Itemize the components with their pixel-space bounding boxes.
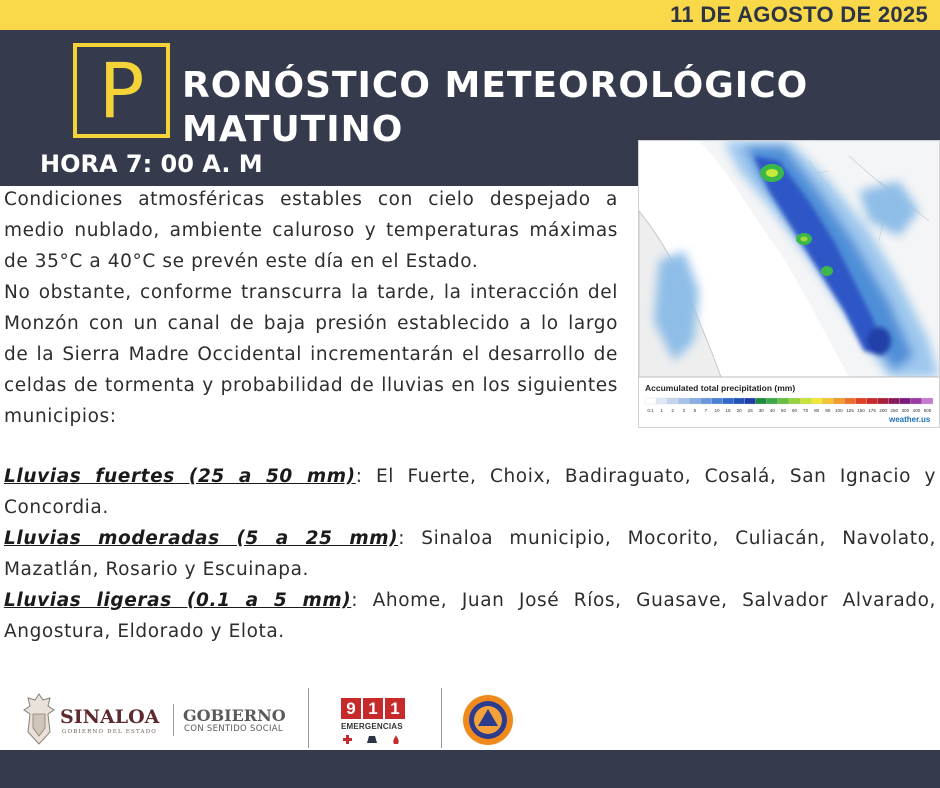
rain-moderate	[4, 523, 936, 585]
logo-divider	[308, 688, 309, 748]
rain-heavy	[4, 461, 936, 523]
sinaloa-logo-subtext: GOBIERNO DEL ESTADO	[62, 729, 158, 735]
title-initial: P	[98, 46, 145, 135]
sinaloa-logo-text: SINALOA	[60, 706, 160, 728]
scale-swatch	[789, 398, 800, 404]
map-legend-title: Accumulated total precipitation (mm)	[645, 383, 796, 393]
scale-label: 0.1	[647, 408, 654, 413]
scale-swatch	[767, 398, 778, 404]
scale-label: 100	[835, 408, 843, 413]
scale-label: 500	[923, 408, 932, 413]
rain-heavy-label: Lluvias fuertes (25 a 50 mm)	[4, 466, 356, 487]
scale-label: 60	[791, 408, 798, 413]
scale-swatch	[844, 398, 855, 404]
forecast-paragraph-1: Condiciones atmosféricas estables con cielo despejado a medio nublado, ambiente caluroso y temperaturas máximas de 35°C a 40°C se prevén este día en el Estado.	[4, 189, 618, 272]
logo-divider	[441, 688, 442, 748]
scale-swatch	[800, 398, 811, 404]
page-title	[182, 64, 808, 152]
date-bar	[0, 0, 940, 30]
scale-swatch	[711, 398, 722, 404]
title-line-1: RONÓSTICO METEOROLÓGICO	[182, 65, 809, 106]
emergency-911-logo	[341, 698, 405, 720]
scale-label: 90	[825, 408, 831, 413]
rain-moderate-municipalities: : Sinaloa municipio, Mocorito, Culiacán, Navolato, Mazatlán, Rosario y Escuinapa.	[4, 528, 936, 580]
forecast-body	[4, 184, 618, 432]
scale-swatch	[734, 398, 745, 404]
title-initial-box	[73, 43, 170, 138]
scale-swatch	[811, 398, 822, 404]
scale-label: 50	[780, 408, 787, 413]
scale-label: 20	[736, 408, 742, 413]
scale-swatch	[833, 398, 844, 404]
precipitation-map	[638, 140, 940, 428]
rain-moderate-label: Lluvias moderadas (5 a 25 mm)	[4, 528, 399, 549]
state-seal-icon	[22, 692, 56, 746]
scale-swatch	[756, 398, 767, 404]
footer-bar	[0, 750, 940, 788]
scale-label: 30	[758, 408, 764, 413]
scale-swatch	[878, 398, 889, 404]
rain-light-municipalities: : Ahome, Juan José Ríos, Guasave, Salvador Alvarado, Angostura, Eldorado y Elota.	[4, 590, 936, 642]
scale-swatch	[667, 398, 678, 404]
scale-swatch	[700, 398, 711, 404]
scale-swatch	[689, 398, 700, 404]
scale-label: 200	[879, 408, 887, 413]
emergency-digit: 1	[385, 698, 405, 719]
scale-label: 250	[890, 408, 899, 413]
forecast-hour: HORA 7: 00 A. M	[40, 150, 263, 178]
scale-label: 1	[660, 408, 663, 413]
rain-light	[4, 585, 936, 647]
emergency-logo-label: EMERGENCIAS	[341, 722, 403, 731]
forecast-paragraph-2: No obstante, conforme transcurra la tarde, la interacción del Monzón con un canal de baja presión establecido a lo largo de la Sierra Madre Occidental incrementarán el desarrollo de celdas de tormenta y probabilidad de lluvias en los siguientes municipios:	[4, 282, 618, 427]
scale-label: 150	[857, 408, 865, 413]
scale-label: 70	[803, 408, 809, 413]
logo-divider	[173, 704, 174, 736]
scale-label: 15	[725, 408, 731, 413]
scale-swatch	[889, 398, 900, 404]
gobierno-logo-text: GOBIERNO	[183, 706, 286, 725]
logo-strip	[0, 686, 940, 750]
scale-swatch	[922, 398, 933, 404]
rain-heavy-municipalities: : El Fuerte, Choix, Badiraguato, Cosalá, San Ignacio y Concordia.	[4, 466, 936, 518]
scale-swatch	[900, 398, 911, 404]
scale-swatch	[678, 398, 689, 404]
civil-protection-seal-icon	[462, 694, 514, 746]
scale-swatch	[645, 398, 656, 404]
report-date: 11 DE AGOSTO DE 2025	[670, 2, 928, 27]
scale-swatch	[745, 398, 756, 404]
emergency-digit: 9	[341, 698, 361, 719]
scale-label: 2	[671, 408, 674, 413]
scale-swatch	[911, 398, 922, 404]
scale-swatch	[656, 398, 667, 404]
emergency-digit: 1	[363, 698, 383, 719]
title-line-2: MATUTINO	[182, 109, 404, 150]
scale-swatch	[867, 398, 878, 404]
scale-swatch	[855, 398, 866, 404]
scale-label: 5	[693, 408, 697, 413]
scale-label: 40	[769, 408, 775, 413]
scale-swatch	[723, 398, 734, 404]
scale-swatch	[822, 398, 833, 404]
scale-label: 400	[912, 408, 921, 413]
scale-label: 125	[846, 408, 854, 413]
gobierno-logo-subtext: CON SENTIDO SOCIAL	[184, 724, 283, 734]
scale-label: 25	[747, 408, 753, 413]
scale-label: 10	[714, 408, 720, 413]
rain-light-label: Lluvias ligeras (0.1 a 5 mm)	[4, 590, 352, 611]
scale-label: 7	[704, 408, 708, 413]
scale-label: 300	[901, 408, 910, 413]
scale-label: 3	[682, 408, 686, 413]
scale-label: 175	[868, 408, 876, 413]
map-brand: weather.us	[889, 415, 931, 424]
emergency-services-icons	[342, 733, 404, 745]
scale-label: 80	[814, 408, 820, 413]
scale-swatch	[778, 398, 789, 404]
